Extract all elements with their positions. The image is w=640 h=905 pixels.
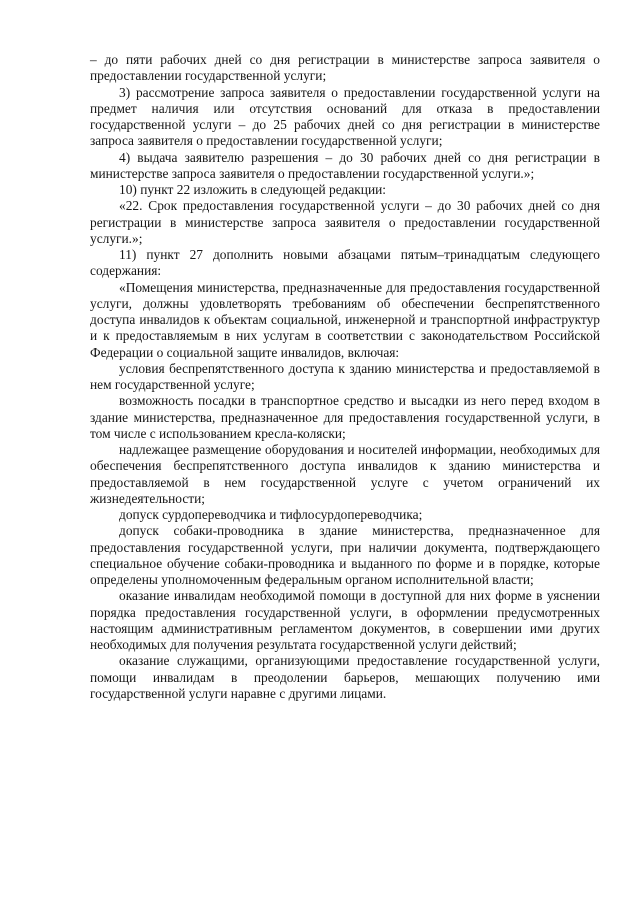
document-page — [90, 52, 600, 702]
paragraph: – до пяти рабочих дней со дня регистрации в министерстве запроса заявителя о предоставлении государственной услуги; — [90, 52, 600, 84]
paragraph: 3) рассмотрение запроса заявителя о предоставлении государственной услуги на предмет наличия или отсутствия оснований для отказа в предоставлении государственной услуги – до 25 рабочих дней со дня регистрации в министерстве запроса заявителя о предоставлении государственной услуги; — [90, 84, 600, 149]
paragraph: надлежащее размещение оборудования и носителей информации, необходимых для обеспечения беспрепятственного доступа инвалидов к зданию министерства и предоставляемой в нем государственной услуге с учетом ограничений их жизнедеятельности; — [90, 442, 600, 506]
paragraph: 11) пункт 27 дополнить новыми абзацами пятым–тринадцатым следующего содержания: — [90, 247, 600, 279]
paragraph: 10) пункт 22 изложить в следующей редакции: — [119, 182, 387, 197]
paragraph: оказание служащими, организующими предоставление государственной услуги, помощи инвалидам в преодолении барьеров, мешающих получению ими государственной услуги наравне с другими лицами. — [90, 653, 600, 701]
paragraph: допуск собаки-проводника в здание министерства, предназначенное для предоставления государственной услуги, при наличии документа, подтверждающего специальное обучение собаки-проводника и выданного по форме и в порядке, которые определены уполномоченным федеральным органом исполнительной власти; — [90, 523, 600, 587]
paragraph: «Помещения министерства, предназначенные для предоставления государственной услуги, должны удовлетворять требованиям об обеспечении беспрепятственного доступа инвалидов к объектам социальной, инженерной и транспортной инфраструктур и к предоставляемым в них услугам в соответствии с законодательством Российской Федерации о социальной защите инвалидов, включая: — [90, 279, 600, 360]
paragraph: оказание инвалидам необходимой помощи в доступной для них форме в уяснении порядка предоставления государственной услуги, в оформлении предусмотренных настоящим административным регламентом документов, в совершении ими других необходимых для получения результата государственной услуги действий; — [90, 588, 600, 652]
paragraph: условия беспрепятственного доступа к зданию министерства и предоставляемой в нем государственной услуге; — [90, 360, 600, 392]
paragraph: «22. Срок предоставления государственной услуги – до 30 рабочих дней со дня регистрации в министерстве запроса заявителя о предоставлении государственной услуги.»; — [90, 198, 600, 246]
paragraph: допуск сурдопереводчика и тифлосурдопереводчика; — [119, 507, 423, 522]
paragraph: возможность посадки в транспортное средство и высадки из него перед входом в здание министерства, предназначенное для предоставления государственной услуги, в том числе с использованием кресла-коляски; — [90, 393, 600, 441]
paragraph: 4) выдача заявителю разрешения – до 30 рабочих дней со дня регистрации в министерстве запроса заявителя о предоставлении государственной услуги.»; — [90, 149, 600, 181]
